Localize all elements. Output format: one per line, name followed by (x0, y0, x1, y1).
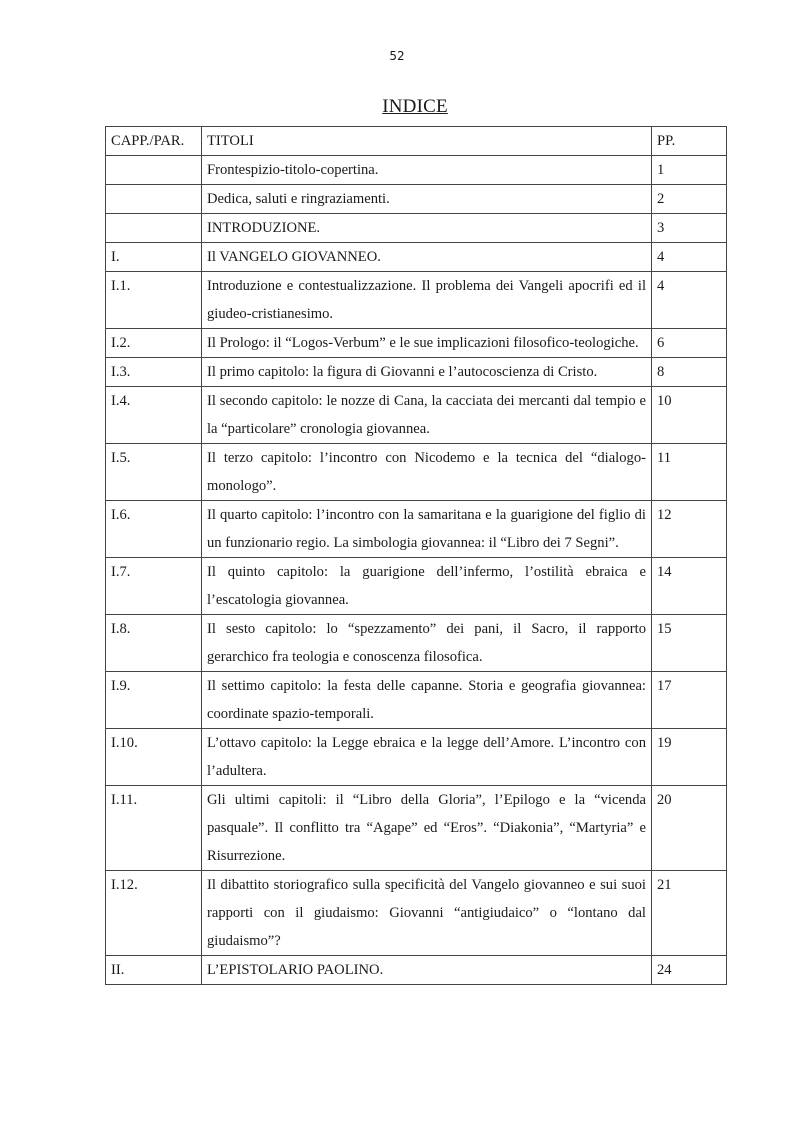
table-row (106, 387, 727, 444)
row-chapter-code: I.10. (106, 729, 202, 786)
row-title: Il VANGELO GIOVANNEO. (202, 243, 652, 272)
row-title: Introduzione e contestualizzazione. Il problema dei Vangeli apocrifi ed il giudeo-cristianesimo. (202, 272, 652, 329)
table-row (106, 786, 727, 871)
row-title: Il quinto capitolo: la guarigione dell’infermo, l’ostilità ebraica e l’escatologia giovannea. (202, 558, 652, 615)
row-chapter-code (106, 214, 202, 243)
row-chapter-code: I.1. (106, 272, 202, 329)
row-page: 17 (652, 672, 727, 729)
table-row (106, 156, 727, 185)
row-chapter-code: I.11. (106, 786, 202, 871)
page-title: INDICE (382, 96, 448, 117)
table-row (106, 956, 727, 985)
row-chapter-code: I.8. (106, 615, 202, 672)
row-page: 4 (652, 272, 727, 329)
index-table (105, 126, 727, 985)
row-chapter-code: I.3. (106, 358, 202, 387)
row-page: 20 (652, 786, 727, 871)
row-chapter-code: I.6. (106, 501, 202, 558)
row-title: Il terzo capitolo: l’incontro con Nicodemo e la tecnica del “dialogo-monologo”. (202, 444, 652, 501)
row-title: Frontespizio-titolo-copertina. (202, 156, 652, 185)
row-chapter-code: I.7. (106, 558, 202, 615)
table-row (106, 444, 727, 501)
table-row (106, 501, 727, 558)
row-chapter-code: I. (106, 243, 202, 272)
row-title: INTRODUZIONE. (202, 214, 652, 243)
row-page: 21 (652, 871, 727, 956)
row-title: Il secondo capitolo: le nozze di Cana, la cacciata dei mercanti dal tempio e la “particolare” cronologia giovannea. (202, 387, 652, 444)
row-title: Il dibattito storiografico sulla specificità del Vangelo giovanneo e sui suoi rapporti con il giudaismo: Giovanni “antigiudaico” o “lontano dal giudaismo”? (202, 871, 652, 956)
row-chapter-code (106, 185, 202, 214)
row-page: 24 (652, 956, 727, 985)
row-chapter-code: I.12. (106, 871, 202, 956)
table-header-row (106, 127, 727, 156)
row-page: 1 (652, 156, 727, 185)
table-row (106, 185, 727, 214)
row-title: Il settimo capitolo: la festa delle capanne. Storia e geografia giovannea: coordinate spazio-temporali. (202, 672, 652, 729)
header-chapter: CAPP./PAR. (106, 127, 202, 156)
row-page: 19 (652, 729, 727, 786)
row-title: Gli ultimi capitoli: il “Libro della Gloria”, l’Epilogo e la “vicenda pasquale”. Il conflitto tra “Agape” ed “Eros”. “Diakonia”, “Martyria” e Risurrezione. (202, 786, 652, 871)
row-page: 12 (652, 501, 727, 558)
row-title: Il sesto capitolo: lo “spezzamento” dei pani, il Sacro, il rapporto gerarchico fra teologia e conoscenza filosofica. (202, 615, 652, 672)
page-number: 52 (389, 49, 405, 63)
row-page: 10 (652, 387, 727, 444)
table-row (106, 615, 727, 672)
row-title: L’EPISTOLARIO PAOLINO. (202, 956, 652, 985)
table-row (106, 272, 727, 329)
table-row (106, 243, 727, 272)
row-chapter-code: I.2. (106, 329, 202, 358)
header-pages: PP. (652, 127, 727, 156)
table-row (106, 729, 727, 786)
row-chapter-code (106, 156, 202, 185)
row-title: Il primo capitolo: la figura di Giovanni e l’autocoscienza di Cristo. (202, 358, 652, 387)
row-page: 11 (652, 444, 727, 501)
table-row (106, 871, 727, 956)
row-page: 15 (652, 615, 727, 672)
row-page: 14 (652, 558, 727, 615)
table-row (106, 329, 727, 358)
row-chapter-code: I.4. (106, 387, 202, 444)
table-row (106, 672, 727, 729)
row-chapter-code: II. (106, 956, 202, 985)
row-chapter-code: I.9. (106, 672, 202, 729)
row-page: 4 (652, 243, 727, 272)
table-row (106, 558, 727, 615)
table-row (106, 214, 727, 243)
row-chapter-code: I.5. (106, 444, 202, 501)
row-title: Dedica, saluti e ringraziamenti. (202, 185, 652, 214)
row-page: 2 (652, 185, 727, 214)
row-title: L’ottavo capitolo: la Legge ebraica e la legge dell’Amore. L’incontro con l’adultera. (202, 729, 652, 786)
row-page: 8 (652, 358, 727, 387)
row-page: 3 (652, 214, 727, 243)
row-title: Il Prologo: il “Logos-Verbum” e le sue implicazioni filosofico-teologiche. (202, 329, 652, 358)
row-title: Il quarto capitolo: l’incontro con la samaritana e la guarigione del figlio di un funzionario regio. La simbologia giovannea: il “Libro dei 7 Segni”. (202, 501, 652, 558)
header-titles: TITOLI (202, 127, 652, 156)
row-page: 6 (652, 329, 727, 358)
table-row (106, 358, 727, 387)
